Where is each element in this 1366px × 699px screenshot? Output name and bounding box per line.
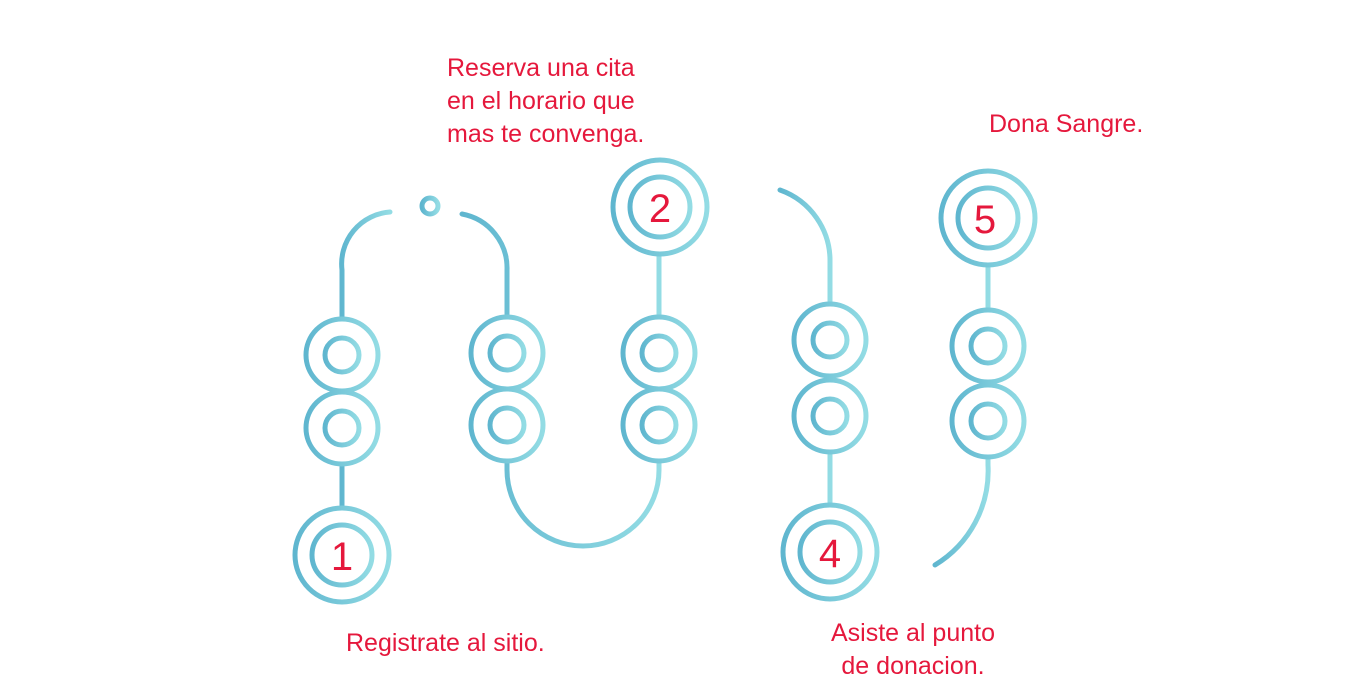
step-4-caption-line: de donacion. bbox=[841, 652, 985, 680]
step-4-caption bbox=[831, 617, 995, 683]
chain-step-5 bbox=[935, 171, 1035, 565]
step-5-caption-line: Dona Sangre. bbox=[989, 110, 1144, 138]
step-1-caption bbox=[346, 627, 545, 660]
step-4-number: 4 bbox=[818, 532, 842, 576]
step-2-number: 2 bbox=[648, 187, 672, 231]
step-1-caption-line: Registrate al sitio. bbox=[346, 629, 545, 657]
step-4-caption-line: Asiste al punto bbox=[831, 619, 995, 647]
chain-step-2 bbox=[462, 160, 707, 546]
step-2-caption-line: mas te convenga. bbox=[447, 120, 645, 148]
chain-step-1 bbox=[295, 212, 390, 602]
step-2-caption-line: en el horario que bbox=[447, 87, 635, 115]
step-5-caption bbox=[989, 108, 1143, 141]
step-2-caption bbox=[447, 52, 644, 151]
step-2-caption-line: Reserva una cita bbox=[447, 54, 635, 82]
step-5-number: 5 bbox=[973, 198, 997, 242]
step-1-number: 1 bbox=[330, 535, 354, 579]
connector-dot bbox=[422, 198, 438, 214]
chain-step-4 bbox=[780, 190, 877, 599]
